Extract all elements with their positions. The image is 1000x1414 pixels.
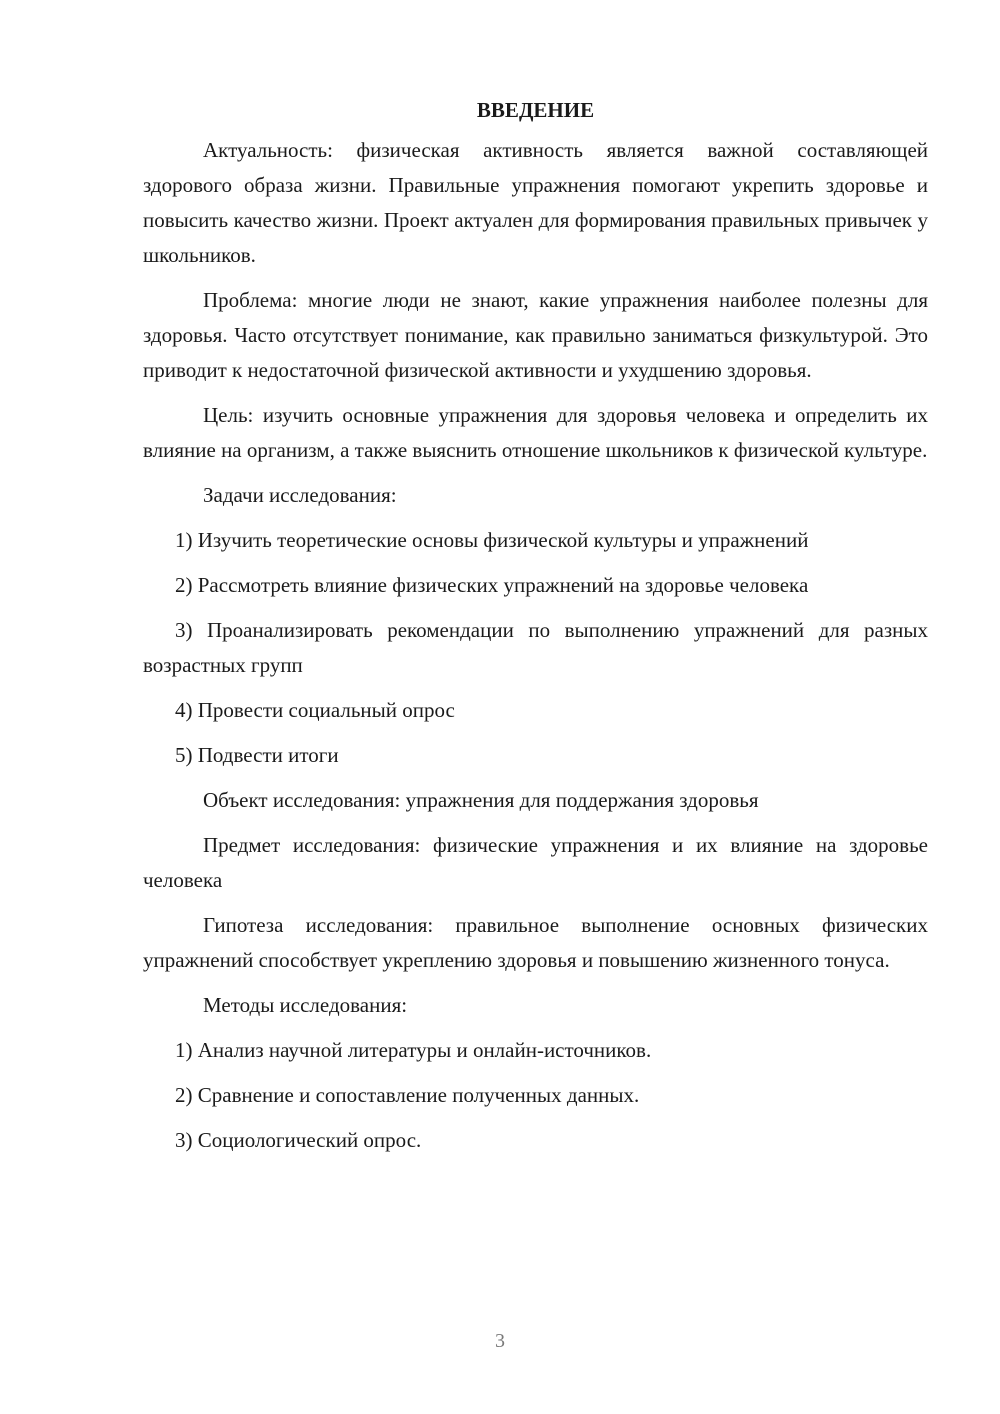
- list-item-task-2: 2) Рассмотреть влияние физических упражнений на здоровье человека: [175, 573, 809, 597]
- paragraph-goal: Цель: изучить основные упражнения для здоровья человека и определить их влияние на организм, а также выяснить отношение школьников к физической культуре.: [143, 403, 928, 462]
- paragraph-relevance: Актуальность: физическая активность является важной составляющей здорового образа жизни. Правильные упражнения помогают укрепить здоровье и повысить качество жизни. Проект актуален для формирования правильных привычек у школьников.: [143, 138, 928, 267]
- list-item-task-3: 3) Проанализировать рекомендации по выполнению упражнений для разных возрастных групп: [143, 618, 928, 677]
- list-item-method-1: 1) Анализ научной литературы и онлайн-источников.: [175, 1038, 652, 1062]
- list-item-method-2: 2) Сравнение и сопоставление полученных данных.: [175, 1083, 640, 1107]
- list-item-method-3: 3) Социологический опрос.: [175, 1128, 422, 1152]
- page-number: 3: [495, 1330, 505, 1352]
- paragraph-methods-heading: Методы исследования:: [203, 993, 408, 1017]
- paragraph-problem: Проблема: многие люди не знают, какие упражнения наиболее полезны для здоровья. Часто отсутствует понимание, как правильно заниматься физкультурой. Это приводит к недостаточной физической активности и ухудшению здоровья.: [143, 288, 928, 382]
- list-item-task-4: 4) Провести социальный опрос: [175, 698, 455, 722]
- paragraph-hypothesis: Гипотеза исследования: правильное выполнение основных физических упражнений способствует укреплению здоровья и повышению жизненного тонуса.: [143, 913, 928, 972]
- paragraph-subject: Предмет исследования: физические упражнения и их влияние на здоровье человека: [143, 833, 928, 892]
- page-content: [143, 93, 928, 1168]
- list-item-task-5: 5) Подвести итоги: [175, 743, 339, 767]
- section-title: ВВЕДЕНИЕ: [476, 98, 595, 122]
- paragraph-tasks-heading: Задачи исследования:: [203, 483, 397, 507]
- list-item-task-1: 1) Изучить теоретические основы физической культуры и упражнений: [175, 528, 809, 552]
- paragraph-object: Объект исследования: упражнения для поддержания здоровья: [203, 788, 759, 812]
